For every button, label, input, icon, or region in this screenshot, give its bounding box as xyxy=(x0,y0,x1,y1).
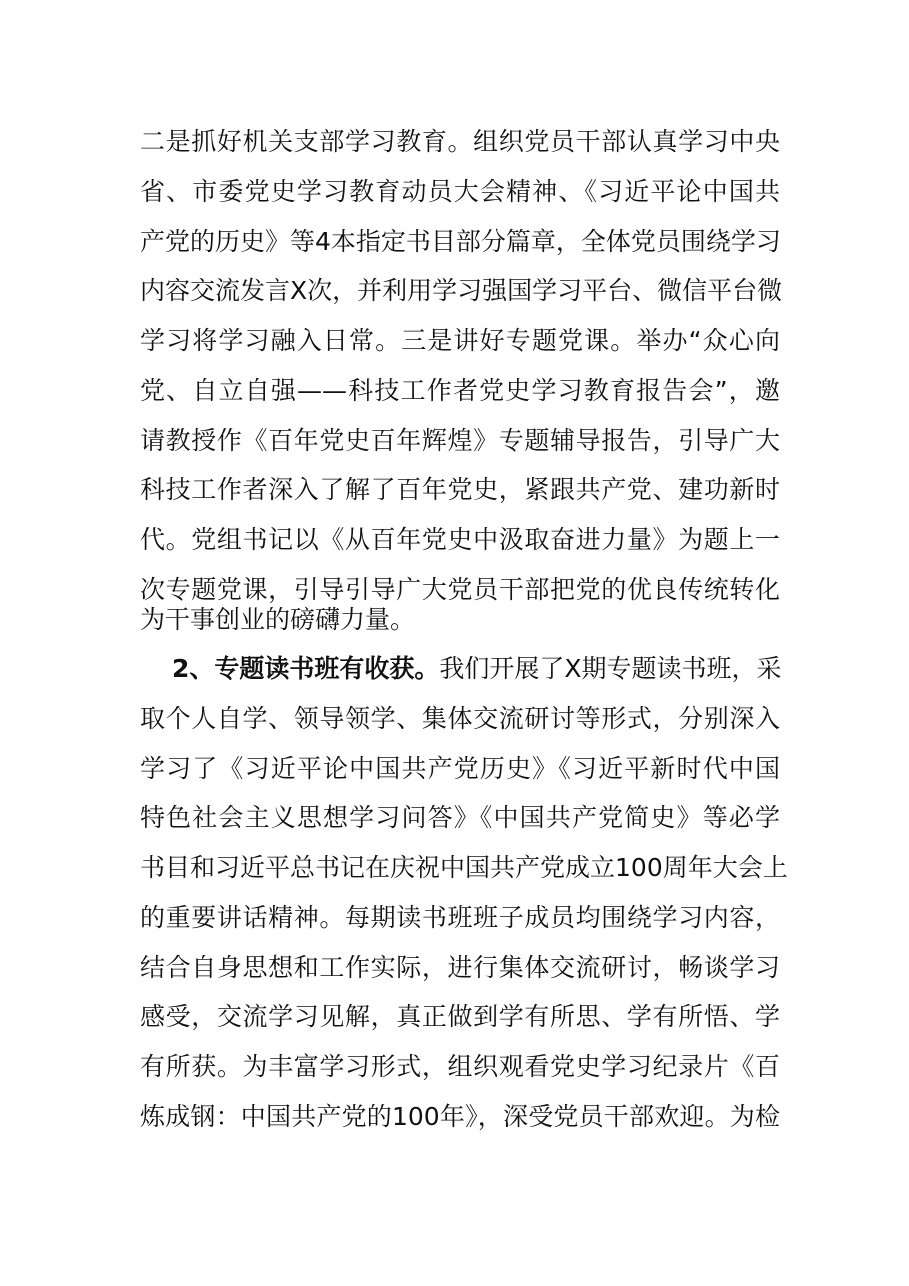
text-line: 结合自身思想和工作实际，进行集体交流研讨，畅谈学习 xyxy=(140,953,780,982)
text-line: 党、自立自强——科技工作者党史学习教育报告会”，邀 xyxy=(140,376,780,405)
text-line: 科技工作者深入了解了百年党史，紧跟共产党、建功新时 xyxy=(140,475,780,504)
text-line: 产党的历史》等4本指定书目部分篇章，全体党员围绕学习 xyxy=(140,227,781,256)
text-line: 特色社会主义思想学习问答》《中国共产党简史》等必学 xyxy=(140,803,780,832)
text-line: 的重要讲话精神。每期读书班班子成员均围绕学习内容， xyxy=(140,903,780,932)
text-line: 炼成钢：中国共产党的100年》，深受党员干部欢迎。为检 xyxy=(140,1102,780,1131)
text-line: 感受，交流学习见解，真正做到学有所思、学有所悟、学 xyxy=(140,1002,780,1031)
text-line: 省、市委党史学习教育动员大会精神、《习近平论中国共 xyxy=(140,177,780,206)
section-heading-line xyxy=(172,648,780,690)
text-line: 学习将学习融入日常。三是讲好专题党课。举办“众心向 xyxy=(140,326,780,355)
text-line: 代。党组书记以《从百年党史中汲取奋进力量》为题上一 xyxy=(140,525,780,554)
text-line: 请教授作《百年党史百年辉煌》专题辅导报告，引导广大 xyxy=(140,426,780,455)
section-heading-rest: 我们开展了X期专题读书班，采 xyxy=(439,654,782,683)
text-line: 内容交流发言X次，并利用学习强国学习平台、微信平台微 xyxy=(140,276,783,305)
section-heading: 2、专题读书班有收获。 xyxy=(172,654,440,683)
text-line: 学习了《习近平论中国共产党历史》《习近平新时代中国 xyxy=(140,754,780,783)
text-line: 二是抓好机关支部学习教育。组织党员干部认真学习中央 xyxy=(140,127,780,156)
text-line: 书目和习近平总书记在庆祝中国共产党成立100周年大会上 xyxy=(140,853,788,882)
text-line: 有所获。为丰富学习形式，组织观看党史学习纪录片《百 xyxy=(140,1052,780,1081)
text-line: 取个人自学、领导领学、集体交流研讨等形式，分别深入 xyxy=(140,704,780,733)
text-line-last: 为干事创业的磅礴力量。 xyxy=(140,605,416,634)
text-line: 次专题党课，引导引导广大党员干部把党的优良传统转化 xyxy=(140,575,780,604)
